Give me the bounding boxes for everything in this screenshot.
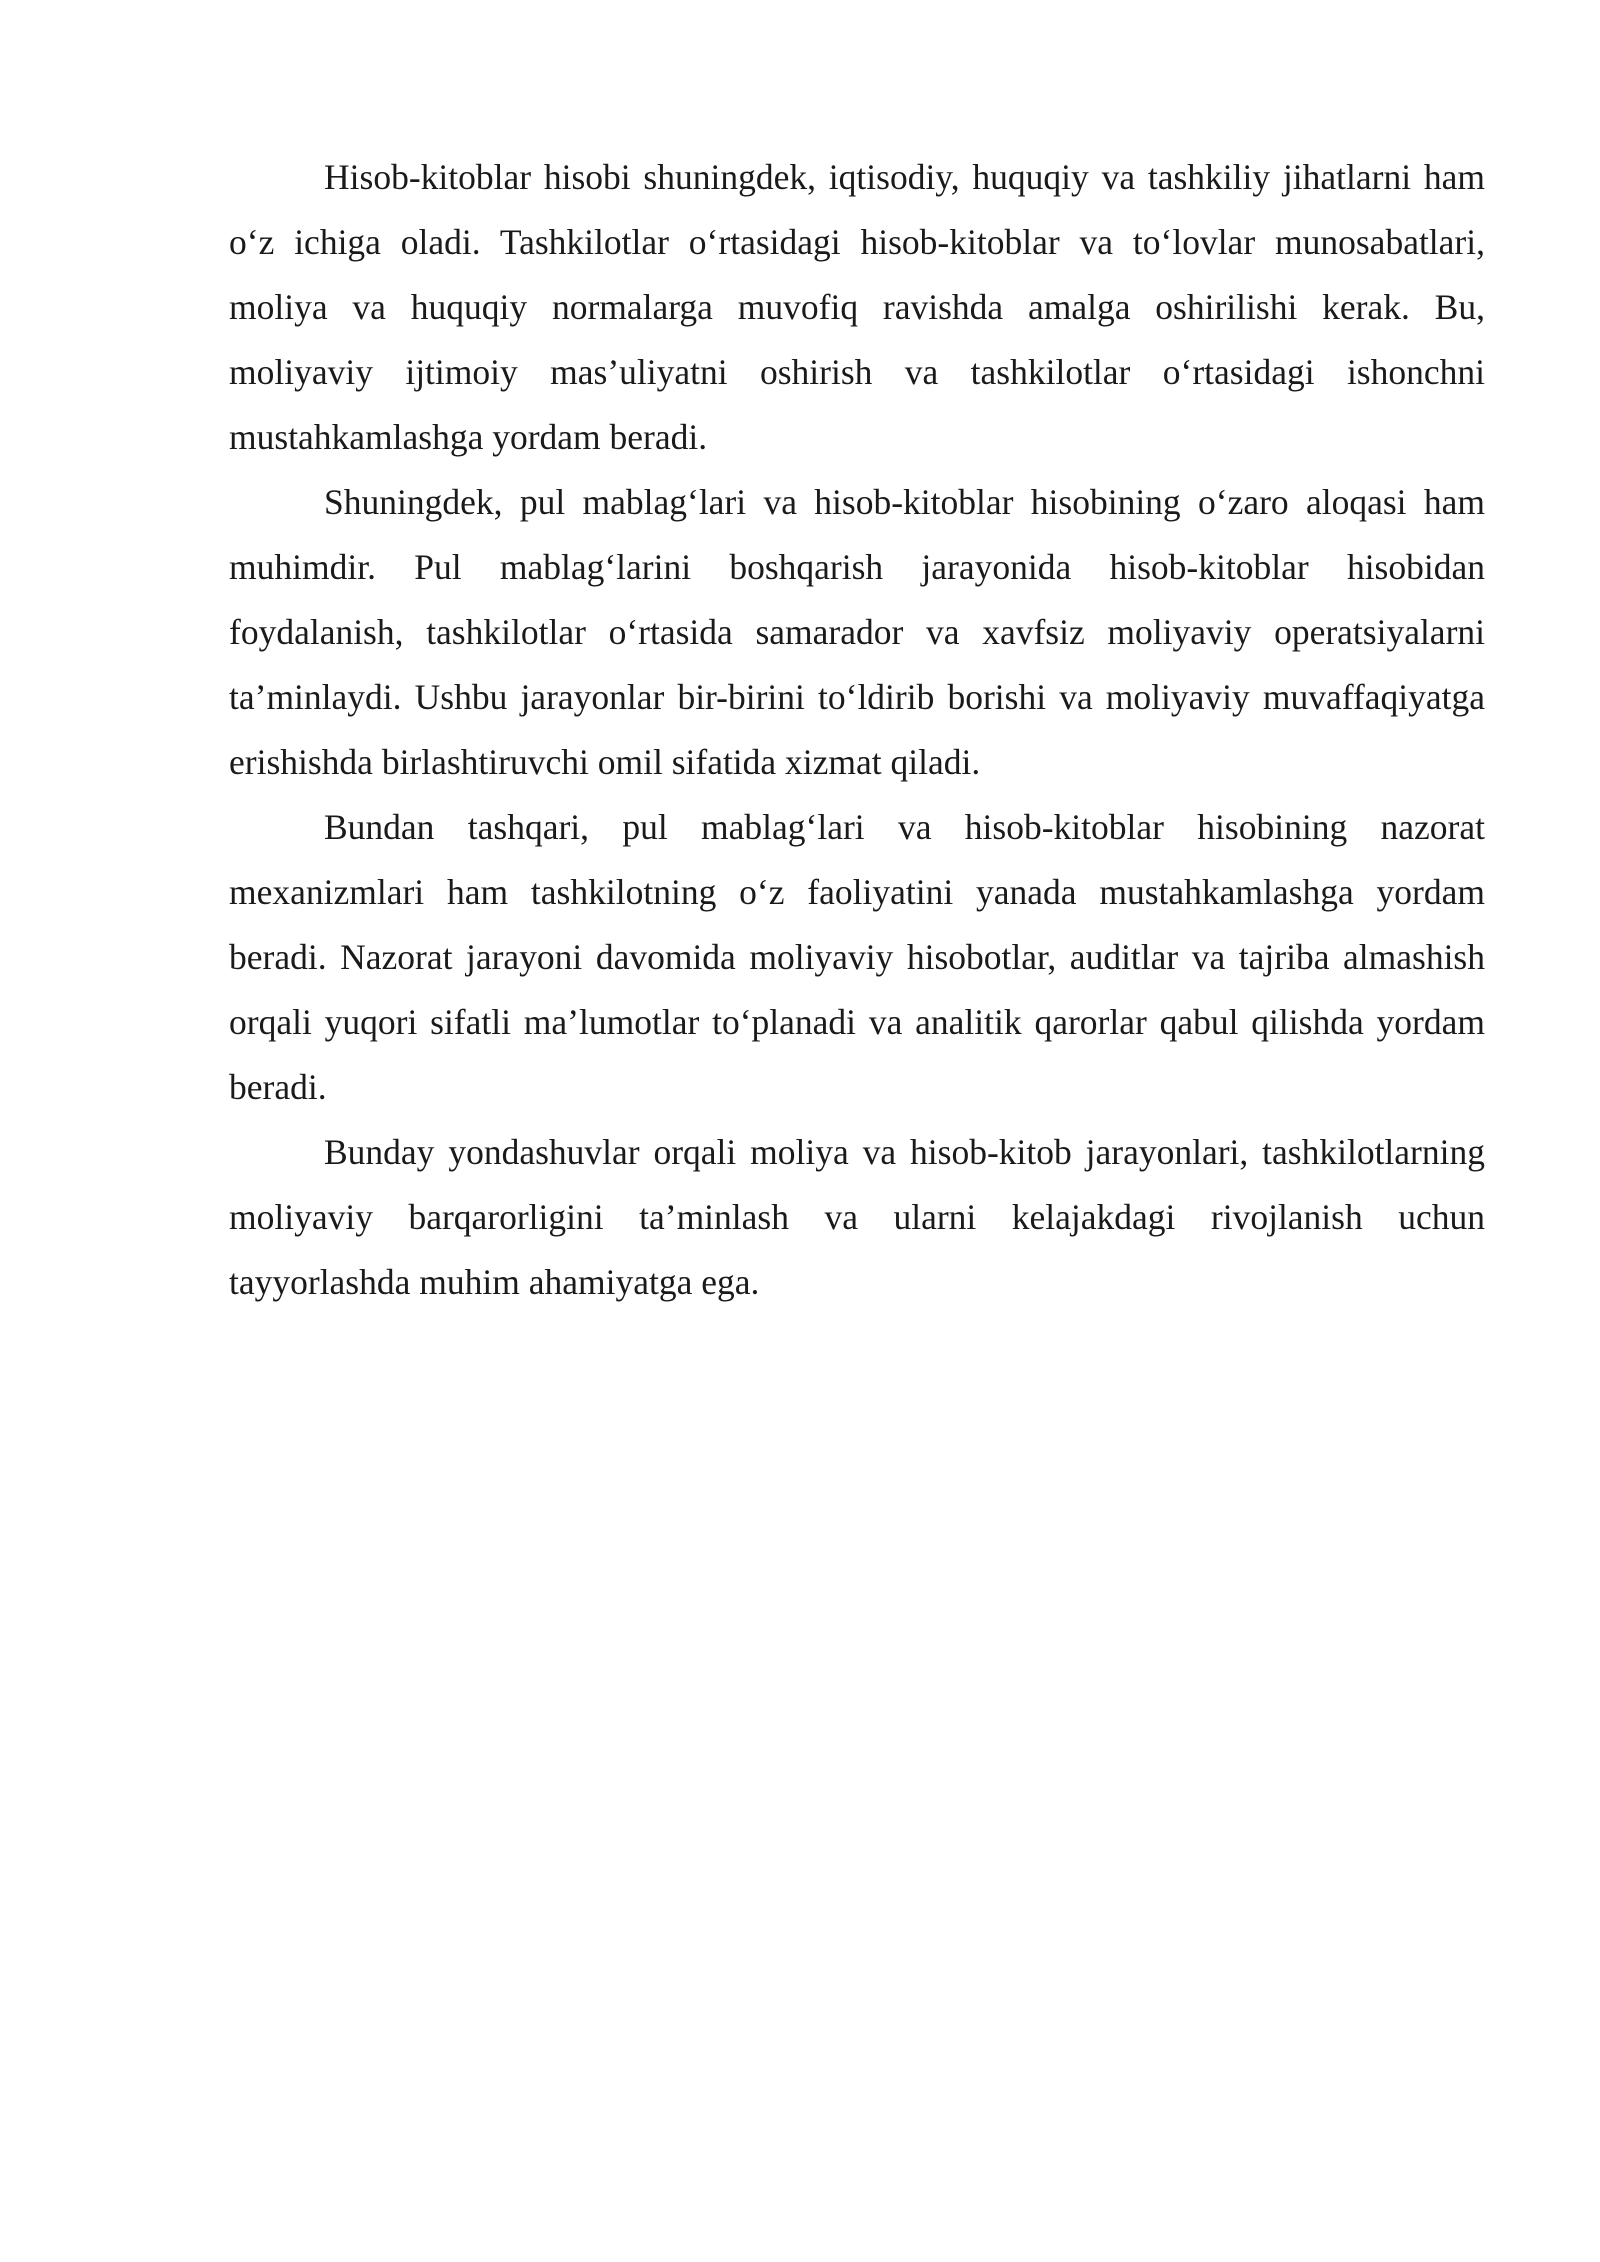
paragraph-1: Hisob-kitoblar hisobi shuningdek, iqtisodiy, huquqiy va tashkiliy jihatlarni ham o‘z ichiga oladi. Tashkilotlar o‘rtasidagi hisob-kitoblar va to‘lovlar munosabatlari, moliya va huquqiy normalarga muvofiq ravishda amalga oshirilishi kerak. Bu, moliyaviy ijtimoiy mas’uliyatni oshirish va tashkilotlar o‘rtasidagi ishonchni mustahkamlashga yordam beradi. xyxy=(229,157,1485,457)
paragraph-2: Shuningdek, pul mablag‘lari va hisob-kitoblar hisobining o‘zaro aloqasi ham muhimdir. Pul mablag‘larini boshqarish jarayonida hisob-kitoblar hisobidan foydalanish, tashkilotlar o‘rtasida samarador va xavfsiz moliyaviy operatsiyalarni ta’minlaydi. Ushbu jarayonlar bir-birini to‘ldirib borishi va moliyaviy muvaffaqiyatga erishishda birlashtiruvchi omil sifatida xizmat qiladi. xyxy=(229,482,1485,782)
paragraph-4: Bunday yondashuvlar orqali moliya va hisob-kitob jarayonlari, tashkilotlarning moliyaviy barqarorligini ta’minlash va ularni kelajakdagi rivojlanish uchun tayyorlashda muhim ahamiyatga ega. xyxy=(229,1132,1485,1302)
paragraph-3: Bundan tashqari, pul mablag‘lari va hisob-kitoblar hisobining nazorat mexanizmlari ham tashkilotning o‘z faoliyatini yanada mustahkamlashga yordam beradi. Nazorat jarayoni davomida moliyaviy hisobotlar, auditlar va tajriba almashish orqali yuqori sifatli ma’lumotlar to‘planadi va analitik qarorlar qabul qilishda yordam beradi. xyxy=(229,807,1485,1107)
document-body xyxy=(229,145,1485,1315)
